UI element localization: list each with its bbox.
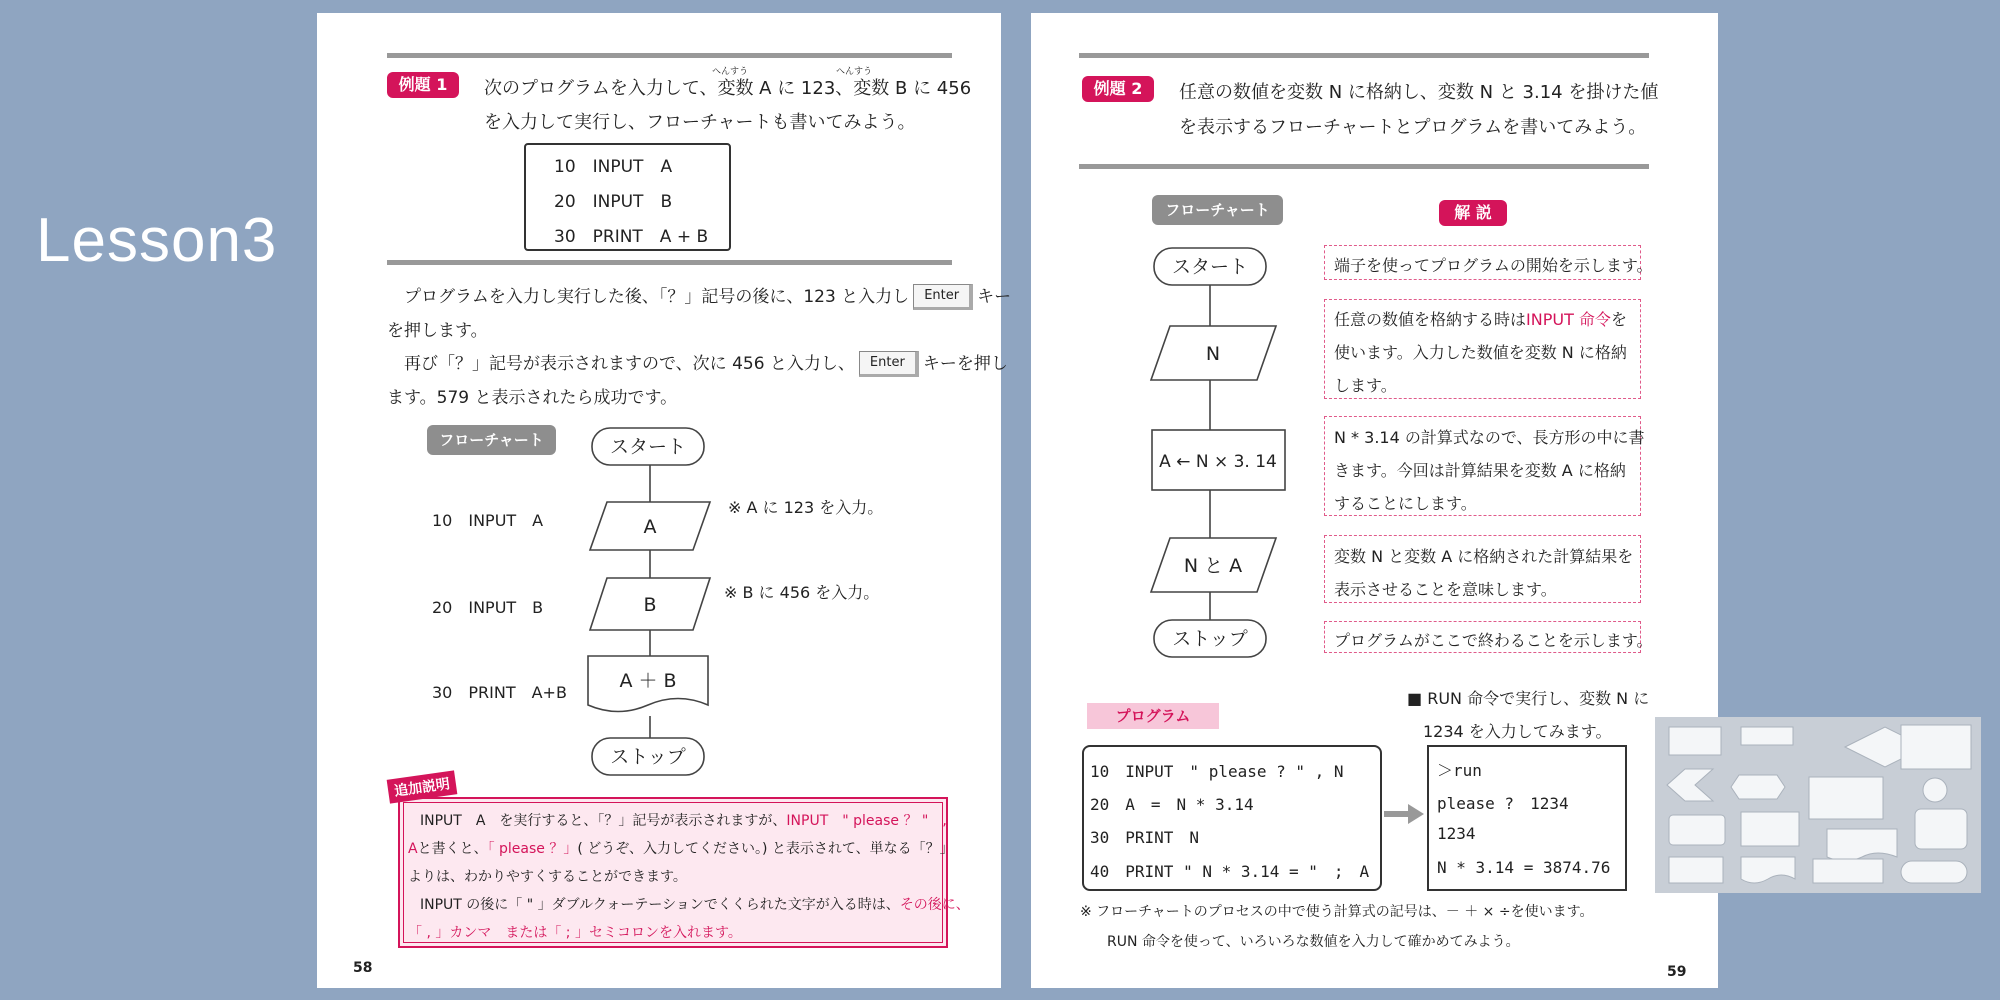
paragraph-1 (404, 282, 1011, 310)
example-1-badge: 例題 1 (387, 72, 459, 98)
explain-4a: 変数 N と変数 A に格納された計算結果を (1334, 547, 1634, 566)
explain-5: プログラムがここで終わることを示します。 (1334, 631, 1653, 650)
exp-highlight: INPUT 命令 (1526, 310, 1611, 329)
shape-n-label: N (1205, 343, 1221, 365)
program-tag: プログラム (1087, 703, 1219, 729)
shape-stop-label: ストップ (1172, 628, 1248, 650)
explain-2d: 使います。入力した数値を変数 N に格納 (1334, 343, 1627, 362)
exp-text: 任意の数値を格納する時は (1334, 310, 1527, 329)
add-highlight: INPUT " please ？ " , (786, 813, 947, 829)
arrow-icon (1384, 804, 1424, 824)
additional-line2 (408, 838, 954, 858)
flowchart-right (1140, 240, 1290, 660)
lesson-title: Lesson3 (36, 206, 278, 275)
output-line: N * 3.14 = 3874.76 (1437, 858, 1611, 877)
explain-1: 端子を使ってプログラムの開始を示します。 (1334, 256, 1653, 275)
additional-line5: 「 , 」カンマ または「 ; 」セミコロンを入れます。 (408, 925, 742, 941)
explain-3a: N * 3.14 の計算式なので、長方形の中に書 (1334, 428, 1645, 447)
additional-line3: よりは、わかりやすくすることができます。 (408, 869, 687, 885)
shape-stop-label: ストップ (610, 746, 686, 768)
shape-start-label: スタート (609, 436, 687, 458)
enter-key: Enter (859, 351, 919, 377)
para1-key-label: キー (977, 287, 1012, 307)
flow-label: 10 INPUT A (432, 511, 544, 530)
flowchart-badge-right: フローチャート (1152, 195, 1283, 225)
flow-label: 20 INPUT B (432, 598, 544, 617)
program-line: 40 PRINT " N * 3.14 = " ; A (1090, 862, 1370, 881)
output-line: ＞run (1437, 761, 1482, 780)
code-line: 30 PRINT A + B (554, 227, 709, 247)
exp-text: を (1610, 310, 1627, 329)
explain-2e: します。 (1334, 376, 1397, 395)
left-top-rule (387, 53, 952, 58)
add-text: と書くと、 (417, 841, 488, 857)
paragraph-1-cont: を押します。 (387, 321, 488, 341)
para1-text: プログラムを入力し実行した後、「？」記号の後に、123 と入力し (404, 287, 910, 307)
add-text: INPUT の後に「 " 」ダブルクォーテーションでくくられた文字が入る時は、 (420, 897, 900, 913)
explain-2a (1334, 307, 1627, 330)
run-note-1: ■ RUN 命令で実行し、変数 N に (1407, 689, 1650, 708)
page-number-right: 59 (1667, 964, 1687, 980)
shape-out-label: N と A (1183, 555, 1243, 577)
add-text: INPUT A を実行すると、「？」記号が表示されますが、 (420, 813, 787, 829)
flowchart-left (570, 420, 730, 780)
output-line: 1234 (1437, 824, 1476, 843)
paragraph-2 (404, 349, 1008, 377)
program-line: 30 PRINT N (1090, 828, 1200, 847)
example-2-line1: 任意の数値を変数 N に格納し、変数 N と 3.14 を掛けた値 (1179, 82, 1659, 103)
shape-a-label: A (643, 516, 657, 538)
add-highlight: 「 please ？」 (487, 841, 578, 857)
page-number-left: 58 (353, 960, 373, 976)
enter-key: Enter (913, 284, 973, 310)
run-note-2: 1234 を入力してみます。 (1423, 722, 1612, 741)
explain-4b: 表示させることを意味します。 (1334, 580, 1557, 599)
right-top-rule (1079, 53, 1649, 58)
ruby-hensu-a: へんすう (712, 67, 749, 77)
para2-text: 再び「？」記号が表示されますので、次に 456 と入力し、 (404, 354, 855, 374)
example-1-line1: 次のプログラムを入力して、変数 A に 123、変数 B に 456 (484, 78, 972, 99)
explain-3b: きます。今回は計算結果を変数 A に格納 (1334, 461, 1626, 480)
shape-calc-label: A ← N × 3. 14 (1159, 452, 1277, 472)
example-2-line2: を表示するフローチャートとプログラムを書いてみよう。 (1179, 117, 1647, 138)
add-highlight: A (408, 841, 418, 857)
add-text: ( どうぞ、入力してください。) と表示されて、単なる「？」 (577, 841, 954, 857)
program-line: 20 A = N * 3.14 (1090, 795, 1254, 814)
example-2-badge: 例題 2 (1082, 76, 1154, 102)
shape-ab-label: A ＋ B (619, 670, 677, 692)
note-a: ※ A に 123 を入力。 (728, 498, 884, 517)
flowchart-badge-left: フローチャート (427, 425, 556, 455)
paragraph-2-cont: ます。579 と表示されたら成功です。 (387, 388, 678, 408)
para2-key-label: キーを押し (922, 354, 1008, 374)
example-1-line2: を入力して実行し、フローチャートも書いてみよう。 (484, 112, 916, 133)
flow-label: 30 PRINT A+B (432, 683, 567, 702)
code-line: 10 INPUT A (554, 157, 673, 177)
footnote-1: ※ フローチャートのプロセスの中で使う計算式の記号は、－ ＋ × ÷を使います。 (1080, 904, 1594, 920)
additional-line4 (420, 894, 970, 914)
output-line: please ? 1234 (1437, 794, 1569, 813)
explain-3c: することにします。 (1334, 494, 1477, 513)
left-mid-rule (387, 260, 952, 265)
add-highlight: その後に、 (899, 897, 970, 913)
code-line: 20 INPUT B (554, 192, 673, 212)
additional-line1 (420, 810, 947, 830)
footnote-2: RUN 命令を使って、いろいろな数値を入力して確かめてみよう。 (1107, 934, 1520, 950)
shape-start-label: スタート (1171, 256, 1249, 278)
additional-tag: 追加説明 (387, 770, 458, 803)
note-b: ※ B に 456 を入力。 (724, 583, 880, 602)
program-line: 10 INPUT " please ? " , N (1090, 762, 1344, 781)
explanation-badge: 解 説 (1439, 200, 1507, 226)
shape-b-label: B (643, 594, 657, 616)
ruby-hensu-b: へんすう (836, 67, 873, 77)
flowchart-template-image (1655, 717, 1981, 893)
right-mid-rule (1079, 164, 1649, 169)
